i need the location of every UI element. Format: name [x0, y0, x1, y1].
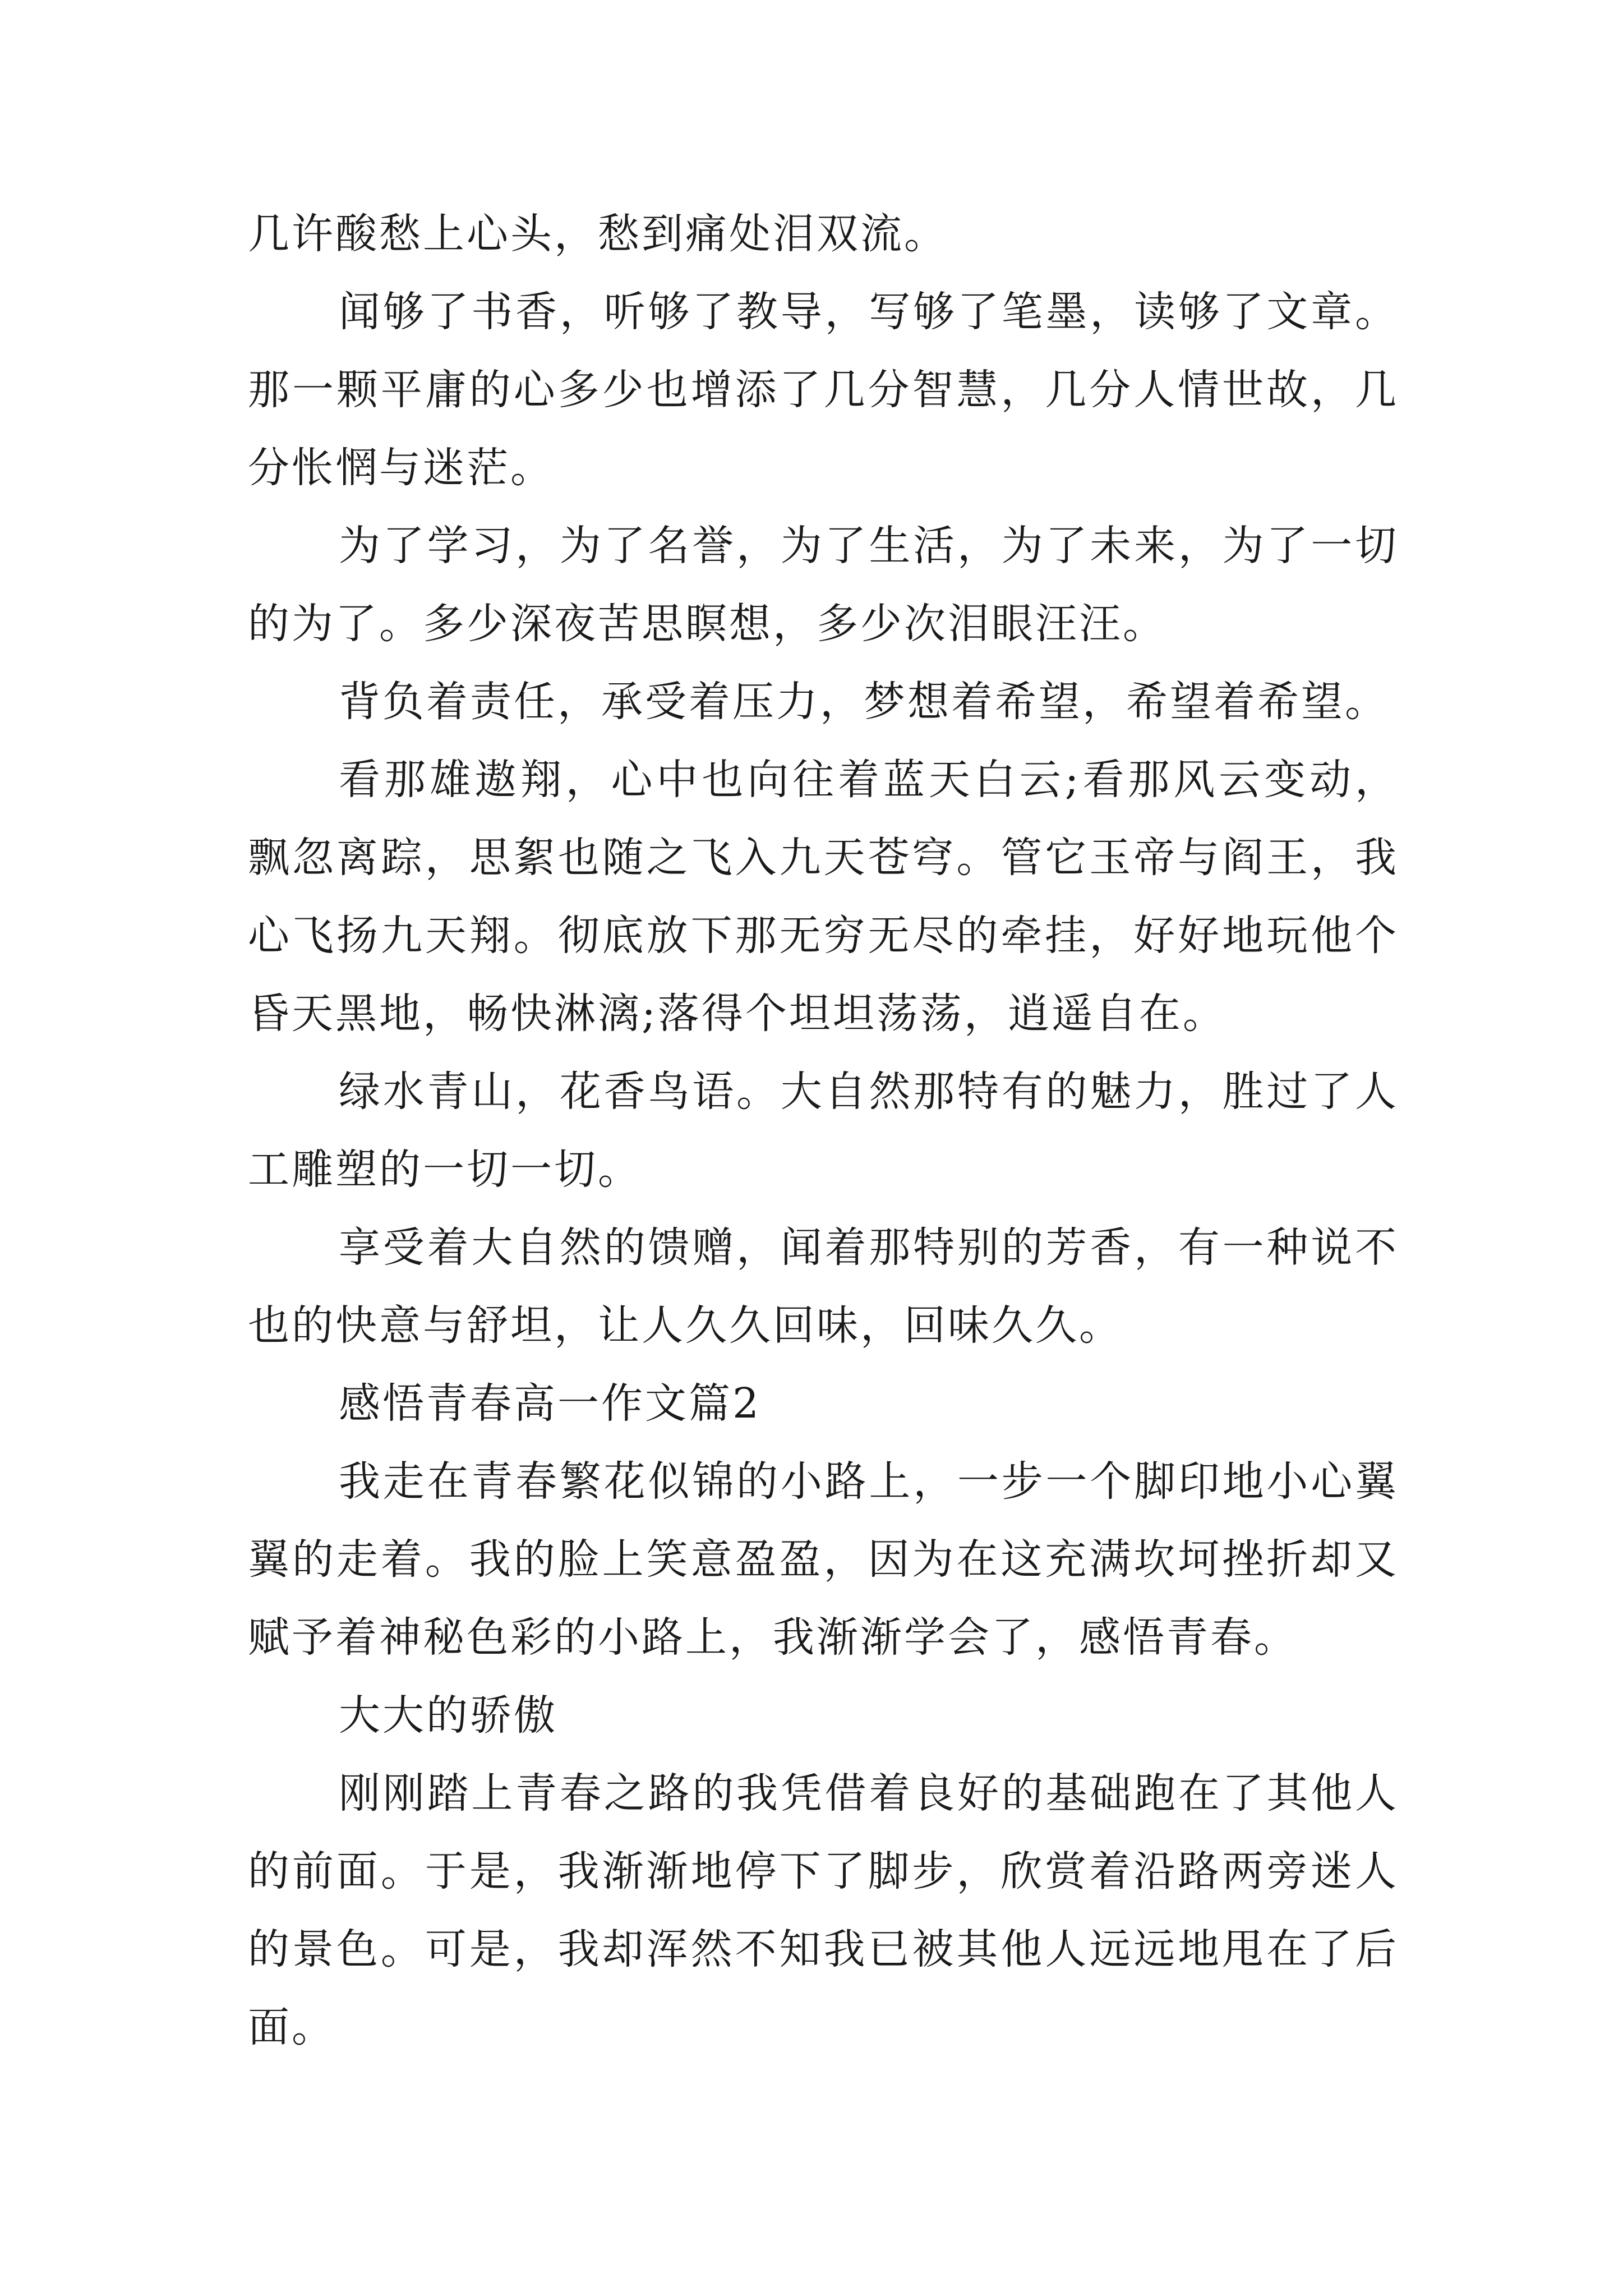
- paragraph-2: 闻够了书香，听够了教导，写够了笔墨，读够了文章。那一颗平庸的心多少也增添了几分智慧，几分人情世故，几分怅惘与迷茫。: [248, 288, 1399, 492]
- paragraph-4: 背负着责任，承受着压力，梦想着希望，希望着希望。: [339, 678, 1389, 726]
- paragraph-9: 刚刚踏上青春之路的我凭借着良好的基础跑在了其他人的前面。于是，我渐渐地停下了脚步，欣赏着沿路两旁迷人的景色。可是，我却浑然不知我已被其他人远远地甩在了后面。: [248, 1769, 1399, 2051]
- paragraph-1: 几许酸愁上心头，愁到痛处泪双流。: [248, 210, 948, 258]
- paragraph-3: 为了学习，为了名誉，为了生活，为了未来，为了一切的为了。多少深夜苦思瞑想，多少次泪眼汪汪。: [248, 522, 1399, 648]
- paragraph-5: 看那雄遨翔，心中也向往着蓝天白云;看那风云变动，飘忽离踪，思絮也随之飞入九天苍穹。管它玉帝与阎王，我心飞扬九天翔。彻底放下那无穷无尽的牵挂，好好地玩他个昏天黑地，畅快淋漓;落得个坦坦荡荡，逍遥自在。: [248, 756, 1399, 1038]
- subheading: 大大的骄傲: [339, 1691, 557, 1740]
- paragraph-6: 绿水青山，花香鸟语。大自然那特有的魅力，胜过了人工雕塑的一切一切。: [248, 1068, 1399, 1194]
- paragraph-7: 享受着大自然的馈赠，闻着那特别的芳香，有一种说不也的快意与舒坦，让人久久回味，回味久久。: [248, 1223, 1399, 1350]
- paragraph-8: 我走在青春繁花似锦的小路上，一步一个脚印地小心翼翼的走着。我的脸上笑意盈盈，因为在这充满坎坷挫折却又赋予着神秘色彩的小路上，我渐渐学会了，感悟青春。: [248, 1457, 1399, 1662]
- section-heading: 感悟青春高一作文篇2: [339, 1379, 762, 1428]
- document-body: [248, 195, 1399, 2067]
